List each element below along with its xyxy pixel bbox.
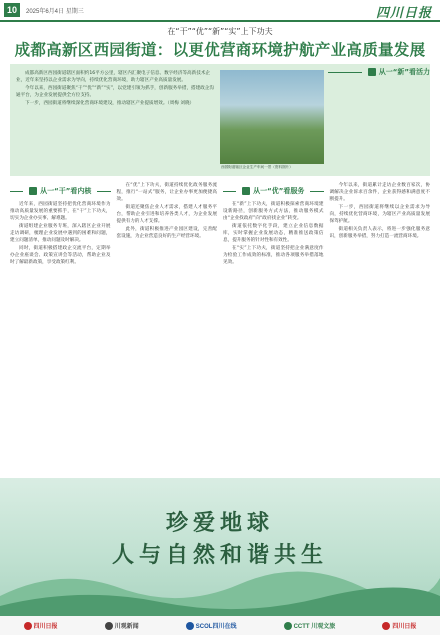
headline: 成都高新区西园街道：以更优营商环境护航产业高质量发展 [14, 41, 426, 59]
photo-caption: 西园街道辖区企业生产车间一景（资料图片） [220, 164, 324, 171]
banner-subtitle: 人与自然和谐共生 [111, 542, 328, 568]
section-marker-icon [368, 68, 376, 76]
paragraph: 在“实”上下功夫，街道坚持把企业满意度作为检验工作成效的标准，推动各项服务举措落地见效。 [223, 246, 324, 265]
footer-logo: 川观新闻 [105, 621, 139, 630]
issue-date: 2025年6月4日 星期三 [26, 8, 84, 15]
paragraph: 在“优”上下功夫，街道持续优化政务服务流程，推行“一站式”服务，让企业办事更加便捷高效。 [116, 183, 217, 202]
lead-paragraph: 下一步，西园街道将继续深化营商环境建设，推动辖区产业提质增效。（周梅 刘晓） [25, 101, 195, 106]
paragraph: 今年以来，街道累计走访企业数百家次，协调解决企业诉求百余件，企业获得感和满意度不断提升。 [329, 183, 430, 202]
column-1 [10, 182, 111, 472]
logo-icon [382, 622, 390, 630]
section-tag-new: 从一“新”看活力 [368, 67, 430, 77]
lead-box [10, 64, 430, 176]
logo-icon [24, 622, 32, 630]
paragraph: 街道相关负责人表示，将进一步强化服务意识，创新服务举措，努力打造一流营商环境。 [329, 227, 430, 239]
paragraph: 在“新”上下功夫，街道积极探索营商环境建设新路径，创新服务方式方法，推动服务模式由“企业找政府”向“政府找企业”转变。 [223, 202, 324, 221]
article-body [10, 182, 430, 472]
lead-right [328, 64, 430, 176]
footer-logos [0, 616, 440, 635]
paragraph: 近年来，西园街道坚持把优化营商环境作为推动高质量发展的重要抓手，在“干”上下功夫，切实为企业办实事、解难题。 [10, 202, 111, 221]
footer-logo: 四川日报 [24, 621, 58, 630]
footer-logo: CCTT 川观文旅 [284, 621, 336, 630]
section-tag-do: 从一“干”看内核 [29, 186, 91, 196]
logo-icon [186, 622, 194, 630]
masthead-logo: 四川日报 [375, 6, 432, 21]
section-marker-icon [242, 187, 250, 195]
lead-text [10, 64, 220, 176]
lead-photo [220, 70, 324, 170]
paragraph: 下一步，西园街道将继续以企业需求为导向，持续优化营商环境，为辖区产业高质量发展保驾护航。 [329, 205, 430, 224]
logo-icon [105, 622, 113, 630]
lead-paragraph: 今年以来，西园街道聚焦“干”“优”“新”“实”，以党建引领为抓手，创新服务举措，搭建政企沟通平台，为企业发展提供全方位支持。 [16, 86, 215, 98]
logo-icon [284, 622, 292, 630]
kicker: 在“干”“优”“新”“实”上下功夫 [167, 27, 273, 36]
paragraph: 街道还聚焦企业人才需求，搭建人才服务平台，帮助企业引进和培养各类人才，为企业发展提供有力的人才支撑。 [116, 205, 217, 224]
section-marker-icon [29, 187, 37, 195]
paragraph: 街道组建企业服务专班，深入辖区企业开展走访调研，梳理企业发展中遇到的困难和问题，建立问题清单，推动问题及时解决。 [10, 224, 111, 243]
paragraph: 街道依托数字化手段，建立企业信息数据库，实时掌握企业发展动态，精准推送政策信息，提升服务的针对性和有效性。 [223, 224, 324, 243]
column-2 [117, 182, 218, 472]
footer-logo: 四川日报 [382, 621, 416, 630]
column-3 [223, 182, 324, 472]
paragraph: 同时，街道积极搭建政企交流平台，定期举办企业座谈会、政策宣讲会等活动，帮助企业及时了解最新政策，享受政策红利。 [10, 246, 111, 265]
public-service-banner [0, 478, 440, 616]
lead-paragraph: 成都高新区西园街道辖区面积约16平方公里，辖区内汇聚电子信息、数字经济等高新技术企业，近年来坚持以企业需求为导向，持续优化营商环境，助力辖区产业高质量发展。 [16, 71, 211, 83]
footer-logo: SCOL四川在线 [186, 621, 237, 630]
section-tag-optimize: 从一“优”看服务 [242, 186, 304, 196]
page-number: 10 [4, 3, 20, 17]
top-bar [0, 0, 440, 22]
paragraph: 此外，街道积极推进产业园区建设，完善配套设施，为企业营造良好的生产经营环境。 [116, 227, 217, 239]
column-4 [330, 182, 431, 472]
banner-title: 珍爱地球 [165, 510, 274, 536]
